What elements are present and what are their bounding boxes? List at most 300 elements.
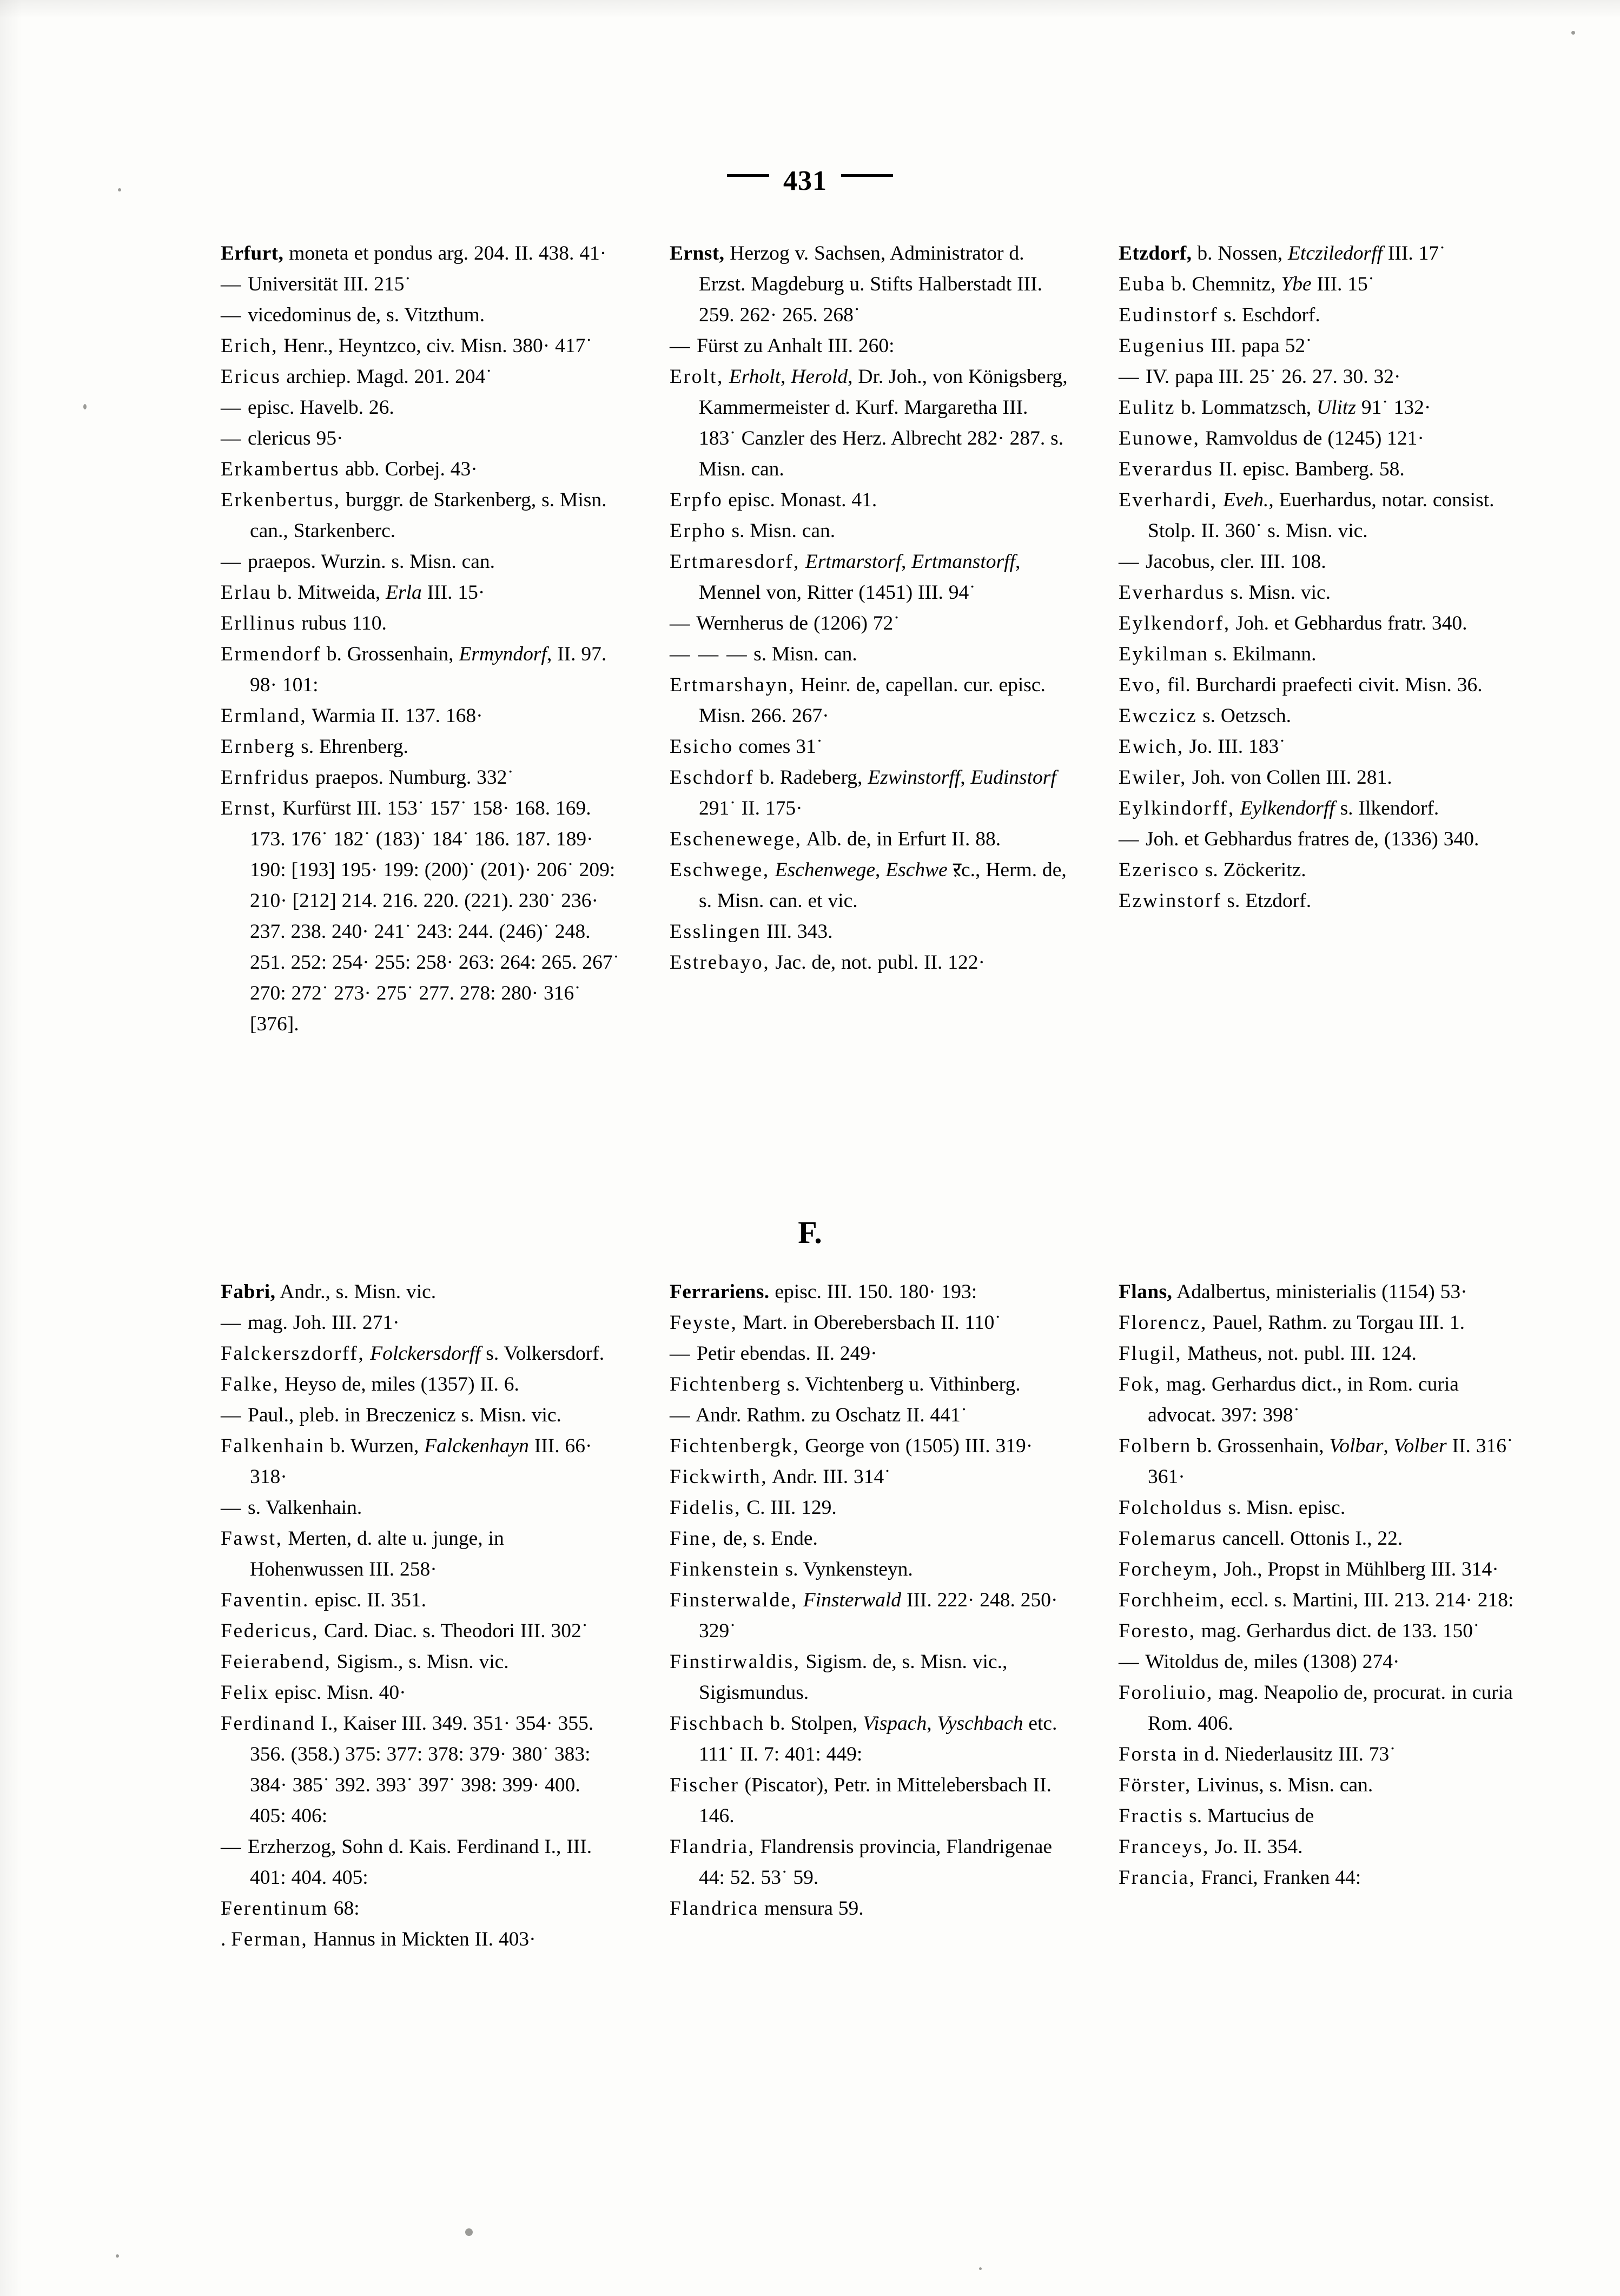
entry-headword: Ferman, xyxy=(231,1928,308,1950)
entry-headword: — xyxy=(221,1497,243,1519)
entry-body: b. Wurzen, Falckenhayn III. 66· 318· xyxy=(250,1435,592,1488)
index-entry xyxy=(1119,423,1519,454)
index-entry xyxy=(221,1677,621,1708)
entry-body: George von (1505) III. 319· xyxy=(799,1435,1033,1457)
index-entry xyxy=(1119,731,1519,762)
entry-body: C. III. 129. xyxy=(741,1497,837,1519)
index-entry xyxy=(221,485,621,546)
index-entry xyxy=(221,423,621,454)
index-entry xyxy=(221,793,621,1040)
entry-body: Franci, Franken 44: xyxy=(1195,1867,1361,1889)
index-entry xyxy=(221,1708,621,1831)
entry-variant-name: Ermyndorf xyxy=(459,643,547,665)
entry-headword: Erpfo xyxy=(670,489,723,511)
entry-body: episc. Monast. 41. xyxy=(723,489,877,511)
index-entry xyxy=(670,1307,1070,1338)
entry-body: episc. II. 351. xyxy=(309,1589,427,1611)
entry-body: b. Grossenhain, Ermyndorf, II. 97. 98· 101: xyxy=(250,643,607,696)
entry-variant-name: Eschwe xyxy=(885,859,948,881)
entry-body: Fürst zu Anhalt III. 260: xyxy=(691,335,895,357)
entry-variant-name: Folckersdorff xyxy=(370,1342,481,1365)
index-entry xyxy=(670,1554,1070,1585)
index-entry xyxy=(1119,670,1519,700)
entry-headword: Franceys, xyxy=(1119,1836,1210,1858)
entry-headword: — xyxy=(221,1312,243,1334)
index-entry xyxy=(221,1893,621,1924)
entry-headword: Förster, xyxy=(1119,1774,1192,1796)
scan-speck xyxy=(116,2254,119,2258)
entry-body: Jo. II. 354. xyxy=(1209,1836,1303,1858)
index-entry xyxy=(221,1431,621,1492)
index-entry xyxy=(1119,454,1519,485)
entry-headword: Ferentinum xyxy=(221,1897,328,1920)
entry-headword: Euba xyxy=(1119,273,1166,295)
index-entry xyxy=(221,1400,621,1431)
entry-body: Eschenwege, Eschwe ऱc., Herm. de, s. Misn. can. et vic. xyxy=(699,859,1067,912)
entry-body: s. Misn. episc. xyxy=(1222,1497,1346,1519)
entry-body: s. Vichtenberg u. Vithinberg. xyxy=(782,1373,1021,1395)
entry-body: III. 343. xyxy=(761,921,833,943)
entry-headword: Forsta xyxy=(1119,1743,1178,1765)
entry-body: mag. Neapolio de, procurat. in curia Rom. 406. xyxy=(1148,1682,1513,1735)
index-entry xyxy=(221,577,621,608)
index-entry xyxy=(670,608,1070,639)
index-entry xyxy=(670,1369,1070,1400)
entry-body: mag. Gerhardus dict. de 133. 150˙ xyxy=(1195,1620,1480,1642)
rule-left xyxy=(727,174,769,177)
entry-variant-name: Vyschbach xyxy=(937,1712,1023,1735)
entry-headword: Eschenewege, xyxy=(670,828,802,850)
page-edge-shadow-left xyxy=(0,0,22,2296)
entry-headword: Everhardus xyxy=(1119,581,1225,604)
index-entry xyxy=(670,639,1070,670)
entry-headword: Eylkendorf, xyxy=(1119,612,1231,634)
entry-headword: Folemarus xyxy=(1119,1527,1217,1550)
index-entry xyxy=(221,300,621,330)
index-entry xyxy=(670,515,1070,546)
entry-variant-name: Volbar xyxy=(1329,1435,1384,1457)
entry-headword: Fichtenberg xyxy=(670,1373,782,1395)
entry-headword: Falke, xyxy=(221,1373,280,1395)
entry-headword: Fractis xyxy=(1119,1805,1184,1827)
entry-headword: Eschwege, xyxy=(670,859,770,881)
index-entry xyxy=(1119,300,1519,330)
entry-headword: Flugil, xyxy=(1119,1342,1182,1365)
entry-headword: Ernfridus xyxy=(221,766,310,789)
entry-variant-name: Volber xyxy=(1393,1435,1447,1457)
section-letter-heading: F. xyxy=(798,1215,822,1250)
entry-body: burggr. de Starkenberg, s. Misn. can., Starkenberc. xyxy=(250,489,607,542)
index-entry xyxy=(221,1616,621,1646)
entry-headword: Forchheim, xyxy=(1119,1589,1226,1611)
entry-body: Andr., s. Misn. vic. xyxy=(275,1281,437,1303)
index-entry xyxy=(221,1646,621,1677)
entry-body: Herzog v. Sachsen, Administrator d. Erzst. Magdeburg u. Stifts Halberstadt III. 259. 262· 265. 268˙ xyxy=(699,242,1043,326)
entry-headword: Erkenbertus, xyxy=(221,489,341,511)
entry-headword: — xyxy=(221,273,243,295)
entry-headword: — xyxy=(1119,1651,1141,1673)
entry-body: IV. papa III. 25˙ 26. 27. 30. 32· xyxy=(1140,366,1401,388)
entry-headword: — xyxy=(1119,551,1141,573)
index-entry xyxy=(221,762,621,793)
entry-body: Pauel, Rathm. zu Torgau III. 1. xyxy=(1207,1312,1465,1334)
entry-headword: Ericus xyxy=(221,366,281,388)
entry-body: episc. Havelb. 26. xyxy=(242,396,394,419)
entry-headword: Fabri, xyxy=(221,1281,276,1303)
entry-headword: Erllinus xyxy=(221,612,296,634)
entry-headword: Ezwinstorf xyxy=(1119,890,1222,912)
entry-headword: Esslingen xyxy=(670,921,762,943)
index-entry xyxy=(670,1831,1070,1893)
entry-headword: — xyxy=(221,551,243,573)
entry-body: praepos. Numburg. 332˙ xyxy=(310,766,514,789)
entry-body: Paul., pleb. in Breczenicz s. Misn. vic. xyxy=(242,1404,561,1426)
entry-body: fil. Burchardi praefecti civit. Misn. 36. xyxy=(1162,674,1483,696)
entry-body: Witoldus de, miles (1308) 274· xyxy=(1140,1651,1400,1673)
index-entry xyxy=(670,1276,1070,1307)
entry-variant-name: Eylkendorff xyxy=(1240,797,1335,819)
entry-body: b. Mitweida, Erla III. 15· xyxy=(272,581,485,604)
entry-headword: Eulitz xyxy=(1119,396,1176,419)
entry-headword: — xyxy=(1119,366,1141,388)
entry-headword: — xyxy=(221,1404,243,1426)
index-entry xyxy=(1119,793,1519,824)
index-entry xyxy=(670,1400,1070,1431)
entry-variant-name: Finsterwald xyxy=(803,1589,902,1611)
index-entry xyxy=(670,1523,1070,1554)
entry-headword: Eykilman xyxy=(1119,643,1209,665)
entry-headword: Ernst, xyxy=(221,797,277,819)
index-entry xyxy=(1119,1770,1519,1801)
entry-headword: Fawst, xyxy=(221,1527,283,1550)
entry-headword: — — — xyxy=(670,643,749,665)
entry-headword: Ewich, xyxy=(1119,736,1184,758)
index-entry xyxy=(670,1708,1070,1770)
entry-body: Ramvoldus de (1245) 121· xyxy=(1200,427,1424,449)
index-entry xyxy=(221,1307,621,1338)
entry-body: eccl. s. Martini, III. 213. 214· 218: xyxy=(1225,1589,1514,1611)
entry-body: comes 31˙ xyxy=(733,736,823,758)
entry-body: Warmia II. 137. 168· xyxy=(307,705,483,727)
entry-headword: — xyxy=(1119,828,1141,850)
entry-headword: Ferrariens. xyxy=(670,1281,770,1303)
entry-body: b. Radeberg, Ezwinstorff, Eudinstorf 291˙ II. 175· xyxy=(699,766,1056,819)
index-entry xyxy=(1119,639,1519,670)
index-entry xyxy=(1119,1276,1519,1307)
entry-headword: Flandrica xyxy=(670,1897,759,1920)
page-number: 431 xyxy=(783,165,827,196)
page-edge-shadow-top xyxy=(0,0,1620,18)
index-column xyxy=(1119,1276,1519,1955)
entry-body: s. Ehrenberg. xyxy=(295,736,408,758)
index-entry xyxy=(670,670,1070,731)
index-entry xyxy=(221,330,621,361)
entry-headword: Eugenius xyxy=(1119,335,1206,357)
index-entry xyxy=(670,824,1070,855)
index-entry xyxy=(1119,1831,1519,1862)
entry-body: s. Zöckeritz. xyxy=(1199,859,1306,881)
entry-body: Finsterwald III. 222· 248. 250· 329˙ xyxy=(699,1589,1058,1642)
entry-body: Erzherzog, Sohn d. Kais. Ferdinand I., III. 401: 404. 405: xyxy=(242,1836,592,1889)
index-entry xyxy=(1119,1646,1519,1677)
entry-body: Merten, d. alte u. junge, in Hohenwussen III. 258· xyxy=(250,1527,504,1580)
entry-headword: Ermendorf xyxy=(221,643,321,665)
entry-headword: — xyxy=(221,396,243,419)
entry-headword: Feyste, xyxy=(670,1312,738,1334)
index-entry xyxy=(1119,1677,1519,1739)
entry-headword: Etzdorf, xyxy=(1119,242,1192,264)
index-entry xyxy=(670,546,1070,608)
entry-body: Eveh., Euerhardus, notar. consist. Stolp. II. 360˙ s. Misn. vic. xyxy=(1148,489,1495,542)
entry-body: s. Ekilmann. xyxy=(1208,643,1317,665)
entry-body: Andr. III. 314˙ xyxy=(768,1466,891,1488)
index-entry xyxy=(221,608,621,639)
entry-body: II. episc. Bamberg. 58. xyxy=(1213,458,1405,480)
index-entry xyxy=(1119,1338,1519,1369)
entry-headword: — xyxy=(221,1836,243,1858)
entry-headword: Esicho xyxy=(670,736,733,758)
entry-body: Joh. et Gebhardus fratres de, (1336) 340. xyxy=(1140,828,1479,850)
entry-body: b. Grossenhain, Volbar, Volber II. 316˙ 361· xyxy=(1148,1435,1513,1488)
entry-body: mag. Joh. III. 271· xyxy=(242,1312,400,1334)
entry-headword: — xyxy=(670,1404,692,1426)
entry-body: archiep. Magd. 201. 204˙ xyxy=(281,366,492,388)
entry-headword: Federicus, xyxy=(221,1620,319,1642)
entry-body: b. Nossen, Etcziledorff III. 17˙ xyxy=(1192,242,1446,264)
running-head xyxy=(0,162,1620,197)
entry-headword: Flans, xyxy=(1119,1281,1173,1303)
entry-body: Erholt, Herold, Dr. Joh., von Königsberg, Kammermeister d. Kurf. Margaretha III. 183˙ Canzler des Herz. Albrecht 282· 287. s. Misn. can. xyxy=(699,366,1068,480)
index-entry xyxy=(221,731,621,762)
entry-headword: Fischbach xyxy=(670,1712,765,1735)
index-entry xyxy=(221,1492,621,1523)
entry-body: Universität III. 215˙ xyxy=(242,273,411,295)
index-entry xyxy=(670,855,1070,916)
index-entry xyxy=(670,1893,1070,1924)
index-entry xyxy=(1119,546,1519,577)
entry-body: Card. Diac. s. Theodori III. 302˙ xyxy=(319,1620,589,1642)
entry-variant-name: Ybe xyxy=(1281,273,1312,295)
entry-headword: Erlau xyxy=(221,581,272,604)
scan-speck xyxy=(465,2228,473,2236)
entry-body: s. Vynkensteyn. xyxy=(779,1558,913,1580)
entry-body: Henr., Heyntzco, civ. Misn. 380· 417˙ xyxy=(278,335,592,357)
index-column xyxy=(221,1276,621,1955)
entry-body: Heinr. de, capellan. cur. episc. Misn. 266. 267· xyxy=(699,674,1046,727)
entry-headword: Folcholdus xyxy=(1119,1497,1223,1519)
entry-body: Sigism., s. Misn. vic. xyxy=(331,1651,509,1673)
index-entry xyxy=(221,1276,621,1307)
entry-body: vicedominus de, s. Vitzthum. xyxy=(242,304,485,326)
index-entry xyxy=(670,1338,1070,1369)
index-entry xyxy=(1119,1431,1519,1492)
index-entry xyxy=(1119,392,1519,423)
index-entry xyxy=(221,1831,621,1893)
entry-body: s. Misn. can. xyxy=(726,520,836,542)
entry-headword: Felix xyxy=(221,1682,270,1704)
index-entry xyxy=(221,454,621,485)
entry-body: Jac. de, not. publ. II. 122· xyxy=(770,951,986,974)
index-column xyxy=(221,238,621,1040)
entry-body: s. Misn. can. xyxy=(748,643,857,665)
entry-headword: Erolt, xyxy=(670,366,724,388)
entry-variant-name: Ertmarstorf xyxy=(805,551,902,573)
entry-headword: Finsterwalde, xyxy=(670,1589,798,1611)
index-entry xyxy=(670,731,1070,762)
index-entry xyxy=(221,1338,621,1369)
entry-body: episc. III. 150. 180· 193: xyxy=(769,1281,977,1303)
entry-body: s. Oetzsch. xyxy=(1197,705,1292,727)
entry-headword: Ernst, xyxy=(670,242,725,264)
entry-headword: Fine, xyxy=(670,1527,718,1550)
index-entry xyxy=(221,639,621,700)
index-entry xyxy=(1119,1307,1519,1338)
entry-variant-name: Ertmanstorff xyxy=(911,551,1015,573)
entry-headword: Estrebayo, xyxy=(670,951,770,974)
index-entry xyxy=(1119,1616,1519,1646)
entry-body: Jo. III. 183˙ xyxy=(1183,736,1286,758)
entry-body: clericus 95· xyxy=(242,427,343,449)
entry-body: 68: xyxy=(328,1897,360,1920)
index-entry xyxy=(670,330,1070,361)
entry-headword: Falkenhain xyxy=(221,1435,325,1457)
index-entry xyxy=(1119,330,1519,361)
index-entry xyxy=(670,1585,1070,1646)
rule-right xyxy=(841,174,893,177)
entry-body: I., Kaiser III. 349. 351· 354· 355. 356. (358.) 375: 377: 378: 379· 380˙ 383: 384· 385˙ 392. 393˙ 397˙ 398: 399· 400. 405: 406: xyxy=(250,1712,594,1827)
entry-headword: Florencz, xyxy=(1119,1312,1207,1334)
index-entry xyxy=(1119,700,1519,731)
index-entry xyxy=(221,392,621,423)
entry-variant-name: Erla xyxy=(386,581,422,604)
entry-body: Joh. von Collen III. 281. xyxy=(1187,766,1392,789)
index-entry xyxy=(1119,269,1519,300)
entry-body: Jacobus, cler. III. 108. xyxy=(1140,551,1326,573)
index-entry xyxy=(670,1431,1070,1461)
entry-body: b. Stolpen, Vispach, Vyschbach etc. 111˙ II. 7: 401: 449: xyxy=(699,1712,1057,1765)
entry-body: Heyso de, miles (1357) II. 6. xyxy=(279,1373,519,1395)
index-entry xyxy=(1119,577,1519,608)
entry-body: b. Chemnitz, Ybe III. 15˙ xyxy=(1166,273,1375,295)
index-section-f xyxy=(221,1276,1595,1955)
entry-headword: Eudinstorf xyxy=(1119,304,1219,326)
index-entry xyxy=(670,1646,1070,1708)
entry-headword: Flandria, xyxy=(670,1836,755,1858)
scan-speck xyxy=(979,2267,982,2270)
entry-body: Hannus in Mickten II. 403· xyxy=(308,1928,536,1950)
entry-headword: Erich, xyxy=(221,335,279,357)
entry-headword: Faventin. xyxy=(221,1589,310,1611)
index-entry xyxy=(670,361,1070,485)
index-entry xyxy=(670,762,1070,824)
index-entry xyxy=(1119,1739,1519,1770)
entry-headword: Eylkindorff, xyxy=(1119,797,1235,819)
entry-headword: Ernberg xyxy=(221,736,296,758)
entry-body: Matheus, not. publ. III. 124. xyxy=(1182,1342,1417,1365)
index-entry xyxy=(221,1585,621,1616)
entry-headword: Everhardi, xyxy=(1119,489,1218,511)
entry-variant-name: Herold xyxy=(791,366,848,388)
entry-headword: Erkambertus xyxy=(221,458,340,480)
entry-body: in d. Niederlausitz III. 73˙ xyxy=(1178,1743,1396,1765)
entry-body: Wernherus de (1206) 72˙ xyxy=(691,612,900,634)
entry-headword: — xyxy=(221,304,243,326)
entry-body: mag. Gerhardus dict., in Rom. curia advocat. 397: 398˙ xyxy=(1148,1373,1459,1426)
entry-headword: Foresto, xyxy=(1119,1620,1196,1642)
entry-body: Kurfürst III. 153˙ 157˙ 158· 168. 169. 173. 176˙ 182˙ (183)˙ 184˙ 186. 187. 189· 190: [193] 195· 199: (200)˙ (201)· 206˙ 209: 210· [212] 214. 216. 220. (221). 230˙ 236· 237. 238. 240· 241˙ 243: 244. (246)˙ 248. 251. 252: 254· 255: 258· 263: 264: 265. 267˙ 270: 272˙ 273· 275˙ 277. 278: 280· 316˙ [376]. xyxy=(250,797,620,1035)
index-entry xyxy=(1119,1801,1519,1831)
index-entry xyxy=(221,1369,621,1400)
entry-body: Mart. in Oberebersbach II. 110˙ xyxy=(737,1312,1001,1334)
entry-body: Joh., Propst in Mühlberg III. 314· xyxy=(1218,1558,1499,1580)
entry-headword: Erpho xyxy=(670,520,726,542)
index-section-e xyxy=(221,238,1595,1040)
entry-headword: Fichtenbergk, xyxy=(670,1435,800,1457)
entry-body: Alb. de, in Erfurt II. 88. xyxy=(802,828,1001,850)
index-entry xyxy=(1119,1492,1519,1523)
entry-body: s. Eschdorf. xyxy=(1218,304,1320,326)
entry-headword: Everardus xyxy=(1119,458,1214,480)
scan-speck xyxy=(83,404,87,409)
index-entry xyxy=(221,546,621,577)
index-entry xyxy=(221,700,621,731)
entry-headword: Fickwirth, xyxy=(670,1466,768,1488)
entry-headword: Ferdinand xyxy=(221,1712,316,1735)
entry-headword: Ermland, xyxy=(221,705,307,727)
index-entry xyxy=(1119,1862,1519,1893)
entry-body: Adalbertus, ministerialis (1154) 53· xyxy=(1172,1281,1467,1303)
entry-headword: Francia, xyxy=(1119,1867,1196,1889)
entry-headword: Ewiler, xyxy=(1119,766,1187,789)
scan-speck xyxy=(1571,31,1575,35)
entry-variant-name: Eudinstorf xyxy=(970,766,1056,789)
entry-body: rubus 110. xyxy=(296,612,387,634)
entry-headword: Finkenstein xyxy=(670,1558,780,1580)
entry-variant-name: Ulitz xyxy=(1317,396,1356,419)
index-entry xyxy=(1119,485,1519,546)
index-entry xyxy=(1119,824,1519,855)
entry-body: Flandrensis provincia, Flandrigenae 44: 52. 53˙ 59. xyxy=(699,1836,1053,1889)
entry-body: Ertmarstorf, Ertmanstorff, Mennel von, Ritter (1451) III. 94˙ xyxy=(699,551,1021,604)
entry-headword: — xyxy=(670,612,692,634)
index-entry xyxy=(670,947,1070,978)
index-entry xyxy=(1119,238,1519,269)
index-entry xyxy=(1119,1523,1519,1554)
entry-body: mensura 59. xyxy=(759,1897,864,1920)
entry-headword: Ewczicz xyxy=(1119,705,1198,727)
entry-headword: Folbern xyxy=(1119,1435,1192,1457)
entry-headword: Fidelis, xyxy=(670,1497,742,1519)
entry-headword: Evo, xyxy=(1119,674,1162,696)
entry-variant-name: Vispach xyxy=(863,1712,927,1735)
index-entry xyxy=(670,1492,1070,1523)
index-entry xyxy=(221,361,621,392)
index-entry xyxy=(1119,1585,1519,1616)
index-entry xyxy=(670,916,1070,947)
index-entry xyxy=(1119,1554,1519,1585)
entry-variant-name: Eschenwege xyxy=(775,859,876,881)
entry-body: b. Lommatzsch, Ulitz 91˙ 132· xyxy=(1175,396,1431,419)
entry-headword: Finstirwaldis, xyxy=(670,1651,801,1673)
index-entry xyxy=(1119,1369,1519,1431)
entry-variant-name: Etcziledorff xyxy=(1288,242,1383,264)
entry-body: moneta et pondus arg. 204. II. 438. 41· xyxy=(283,242,607,264)
entry-body: III. papa 52˙ xyxy=(1205,335,1312,357)
index-entry xyxy=(670,238,1070,330)
entry-headword: Fischer xyxy=(670,1774,739,1796)
entry-body: Sigism. de, s. Misn. vic., Sigismundus. xyxy=(699,1651,1008,1704)
entry-body: episc. Misn. 40· xyxy=(269,1682,406,1704)
